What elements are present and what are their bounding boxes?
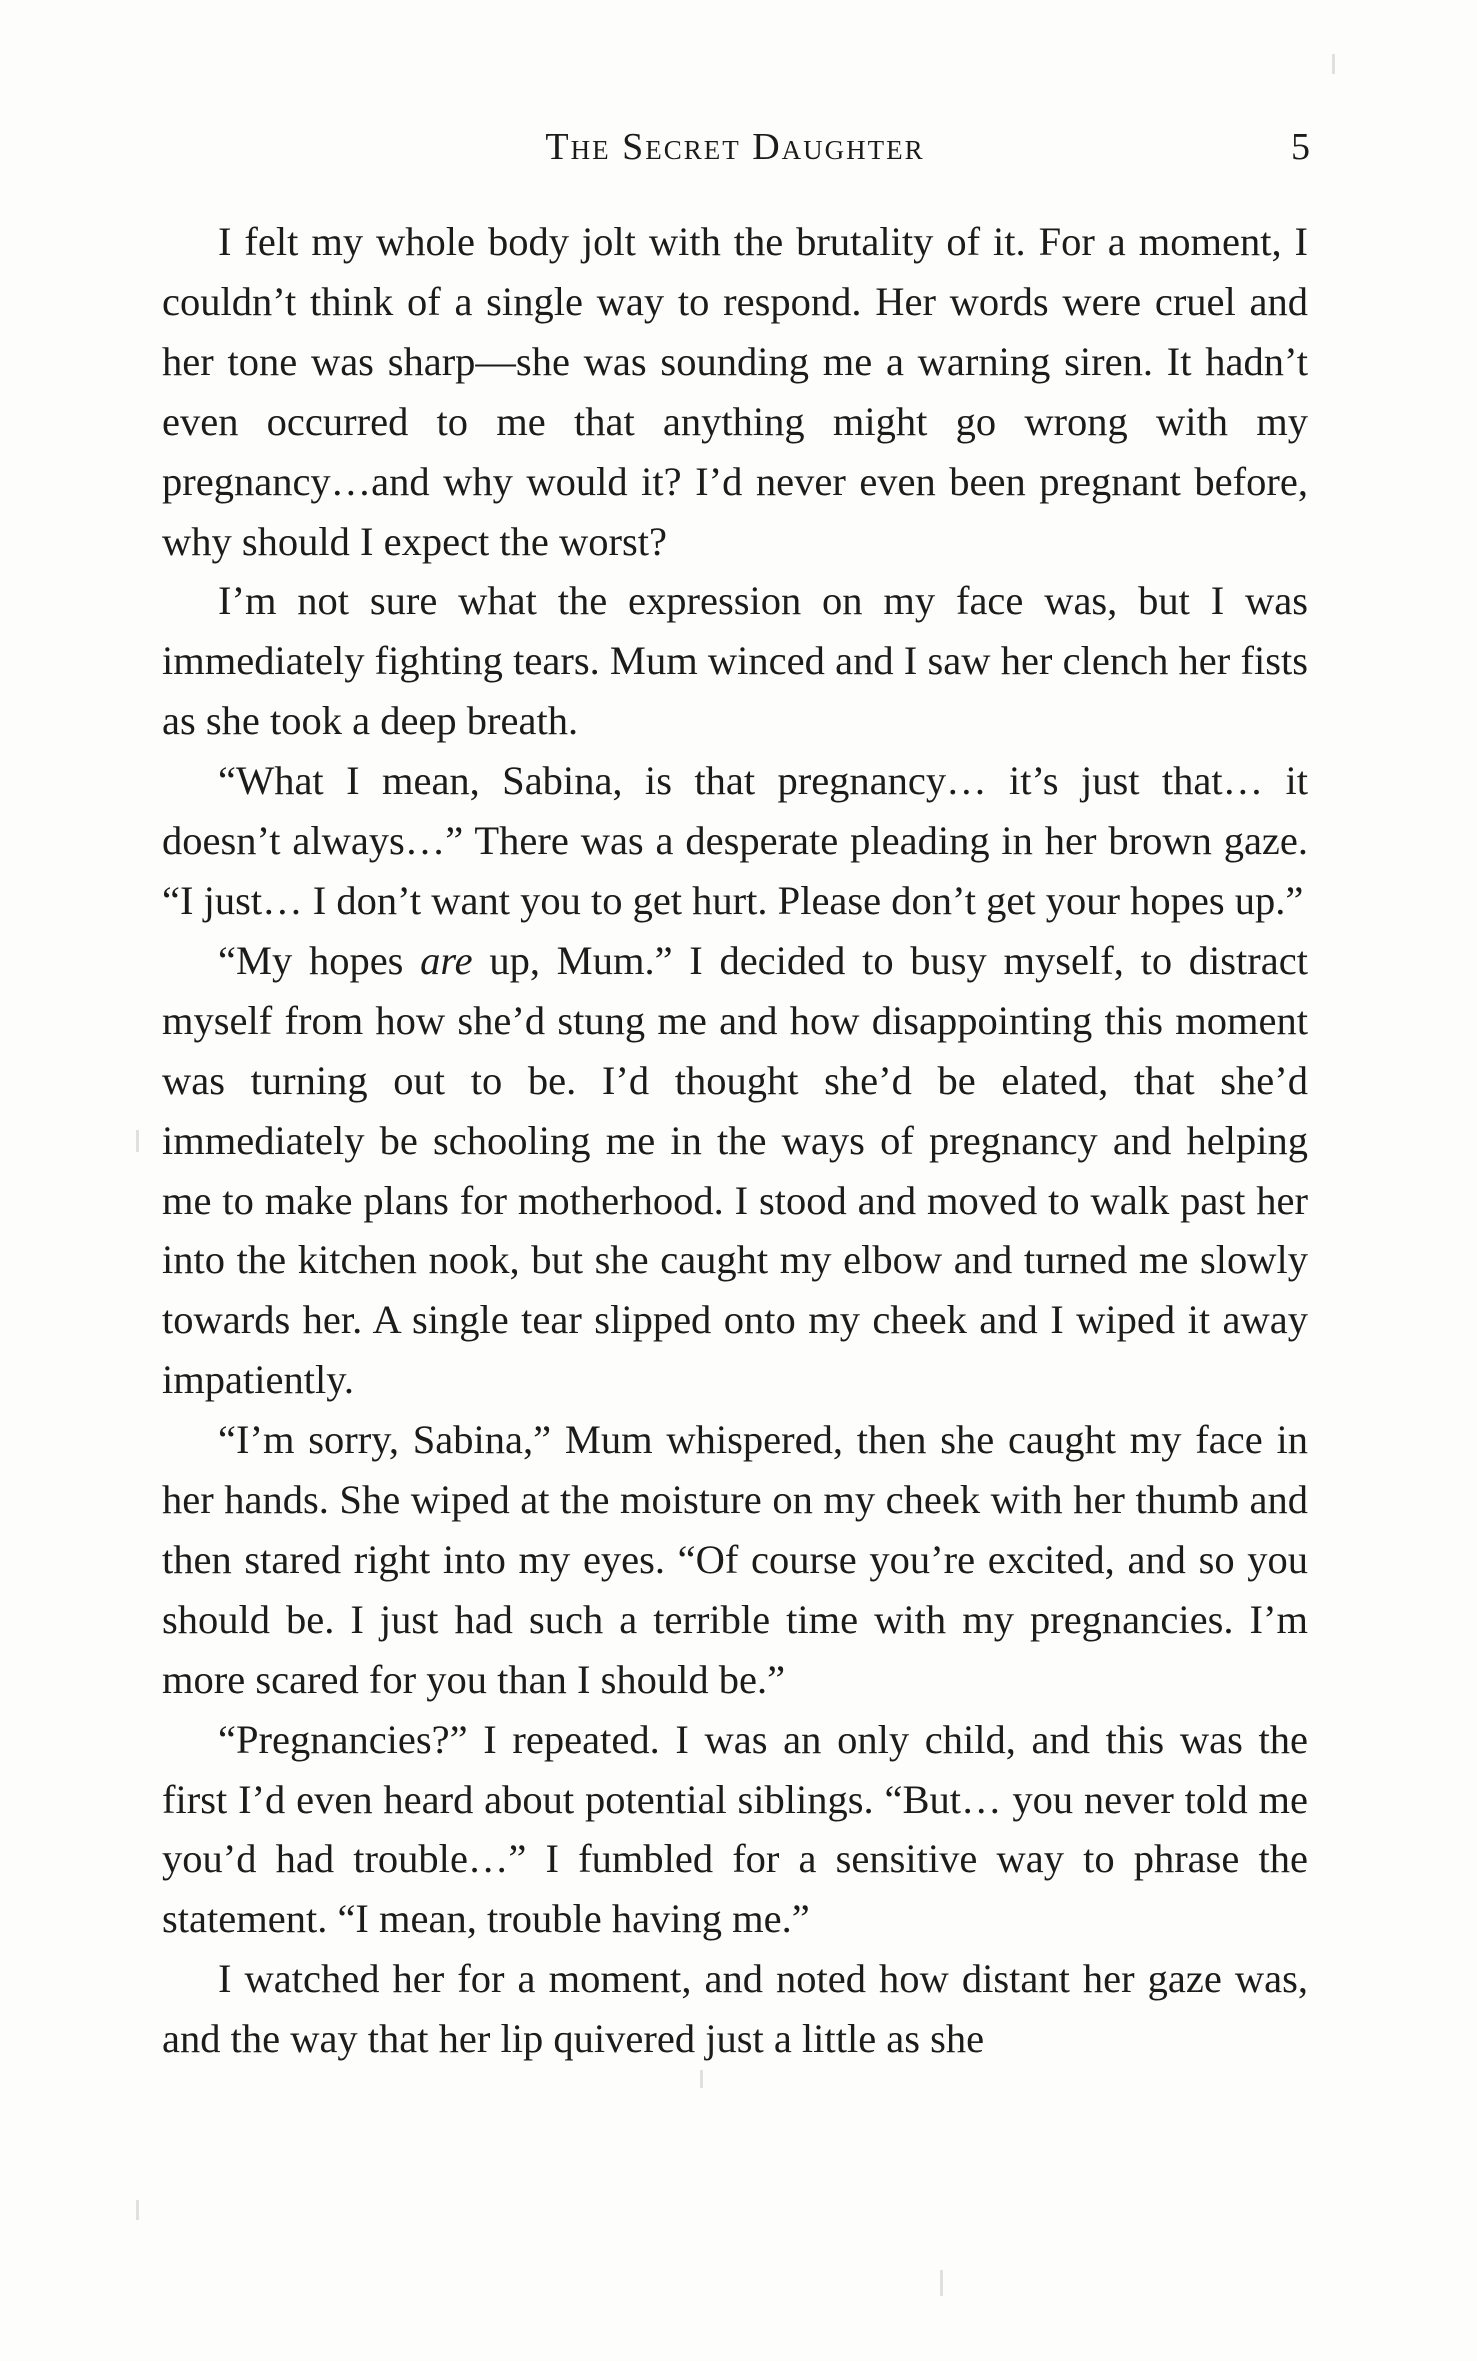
paragraph: I watched her for a moment, and noted how distant her gaze was, and the way that her lip quivered just a little as she bbox=[162, 1956, 1308, 2062]
paragraph-text-before: “My hopes bbox=[218, 937, 421, 983]
body-text bbox=[162, 212, 1308, 2069]
running-title: The Secret Daughter bbox=[545, 126, 925, 168]
paragraph-text-after: up, Mum.” I decided to busy myself, to distract myself from how she’d stung me and how disappointing this moment was turning out to be. I’d thought she’d be elated, that she’d immediately be schooling me in the ways of pregnancy and helping me to make plans for motherhood. I stood and moved to walk past her into the kitchen nook, but she caught my elbow and turned me slowly towards her. A single tear slipped onto my cheek and I wiped it away impatiently. bbox=[162, 937, 1308, 1403]
paragraph: “What I mean, Sabina, is that pregnancy… it’s just that… it doesn’t always…” There was a desperate pleading in her brown gaze. “I just… I don’t want you to get hurt. Please don’t get your hopes up.” bbox=[162, 758, 1308, 923]
scan-speck bbox=[940, 2270, 943, 2296]
paragraph: I felt my whole body jolt with the brutality of it. For a moment, I couldn’t think of a single way to respond. Her words were cruel and her tone was sharp—she was sounding me a warning siren. It hadn’t even occurred to me that anything might go wrong with my pregnancy…and why would it? I’d never even been pregnant before, why should I expect the worst? bbox=[162, 219, 1308, 564]
paragraph bbox=[162, 931, 1308, 1410]
paragraph: “Pregnancies?” I repeated. I was an only child, and this was the first I’d even heard about potential siblings. “But… you never told me you’d had trouble…” I fumbled for a sensitive way to phrase the statement. “I mean, trouble having me.” bbox=[162, 1716, 1308, 1942]
paragraph: “I’m sorry, Sabina,” Mum whispered, then she caught my face in her hands. She wiped at the moisture on my cheek with her thumb and then stared right into my eyes. “Of course you’re excited, and so you should be. I just had such a terrible time with my pregnancies. I’m more scared for you than I should be.” bbox=[162, 1417, 1308, 1702]
page-number: 5 bbox=[1291, 126, 1310, 168]
paragraph: I’m not sure what the expression on my face was, but I was immediately fighting tears. Mum winced and I saw her clench her fists as she took a deep breath. bbox=[162, 578, 1308, 744]
scan-speck bbox=[1332, 54, 1335, 74]
scan-speck bbox=[136, 1130, 139, 1152]
page-header bbox=[160, 122, 1310, 172]
scan-speck bbox=[136, 2200, 139, 2220]
emphasized-word: are bbox=[420, 937, 473, 983]
scan-speck bbox=[700, 2070, 703, 2088]
